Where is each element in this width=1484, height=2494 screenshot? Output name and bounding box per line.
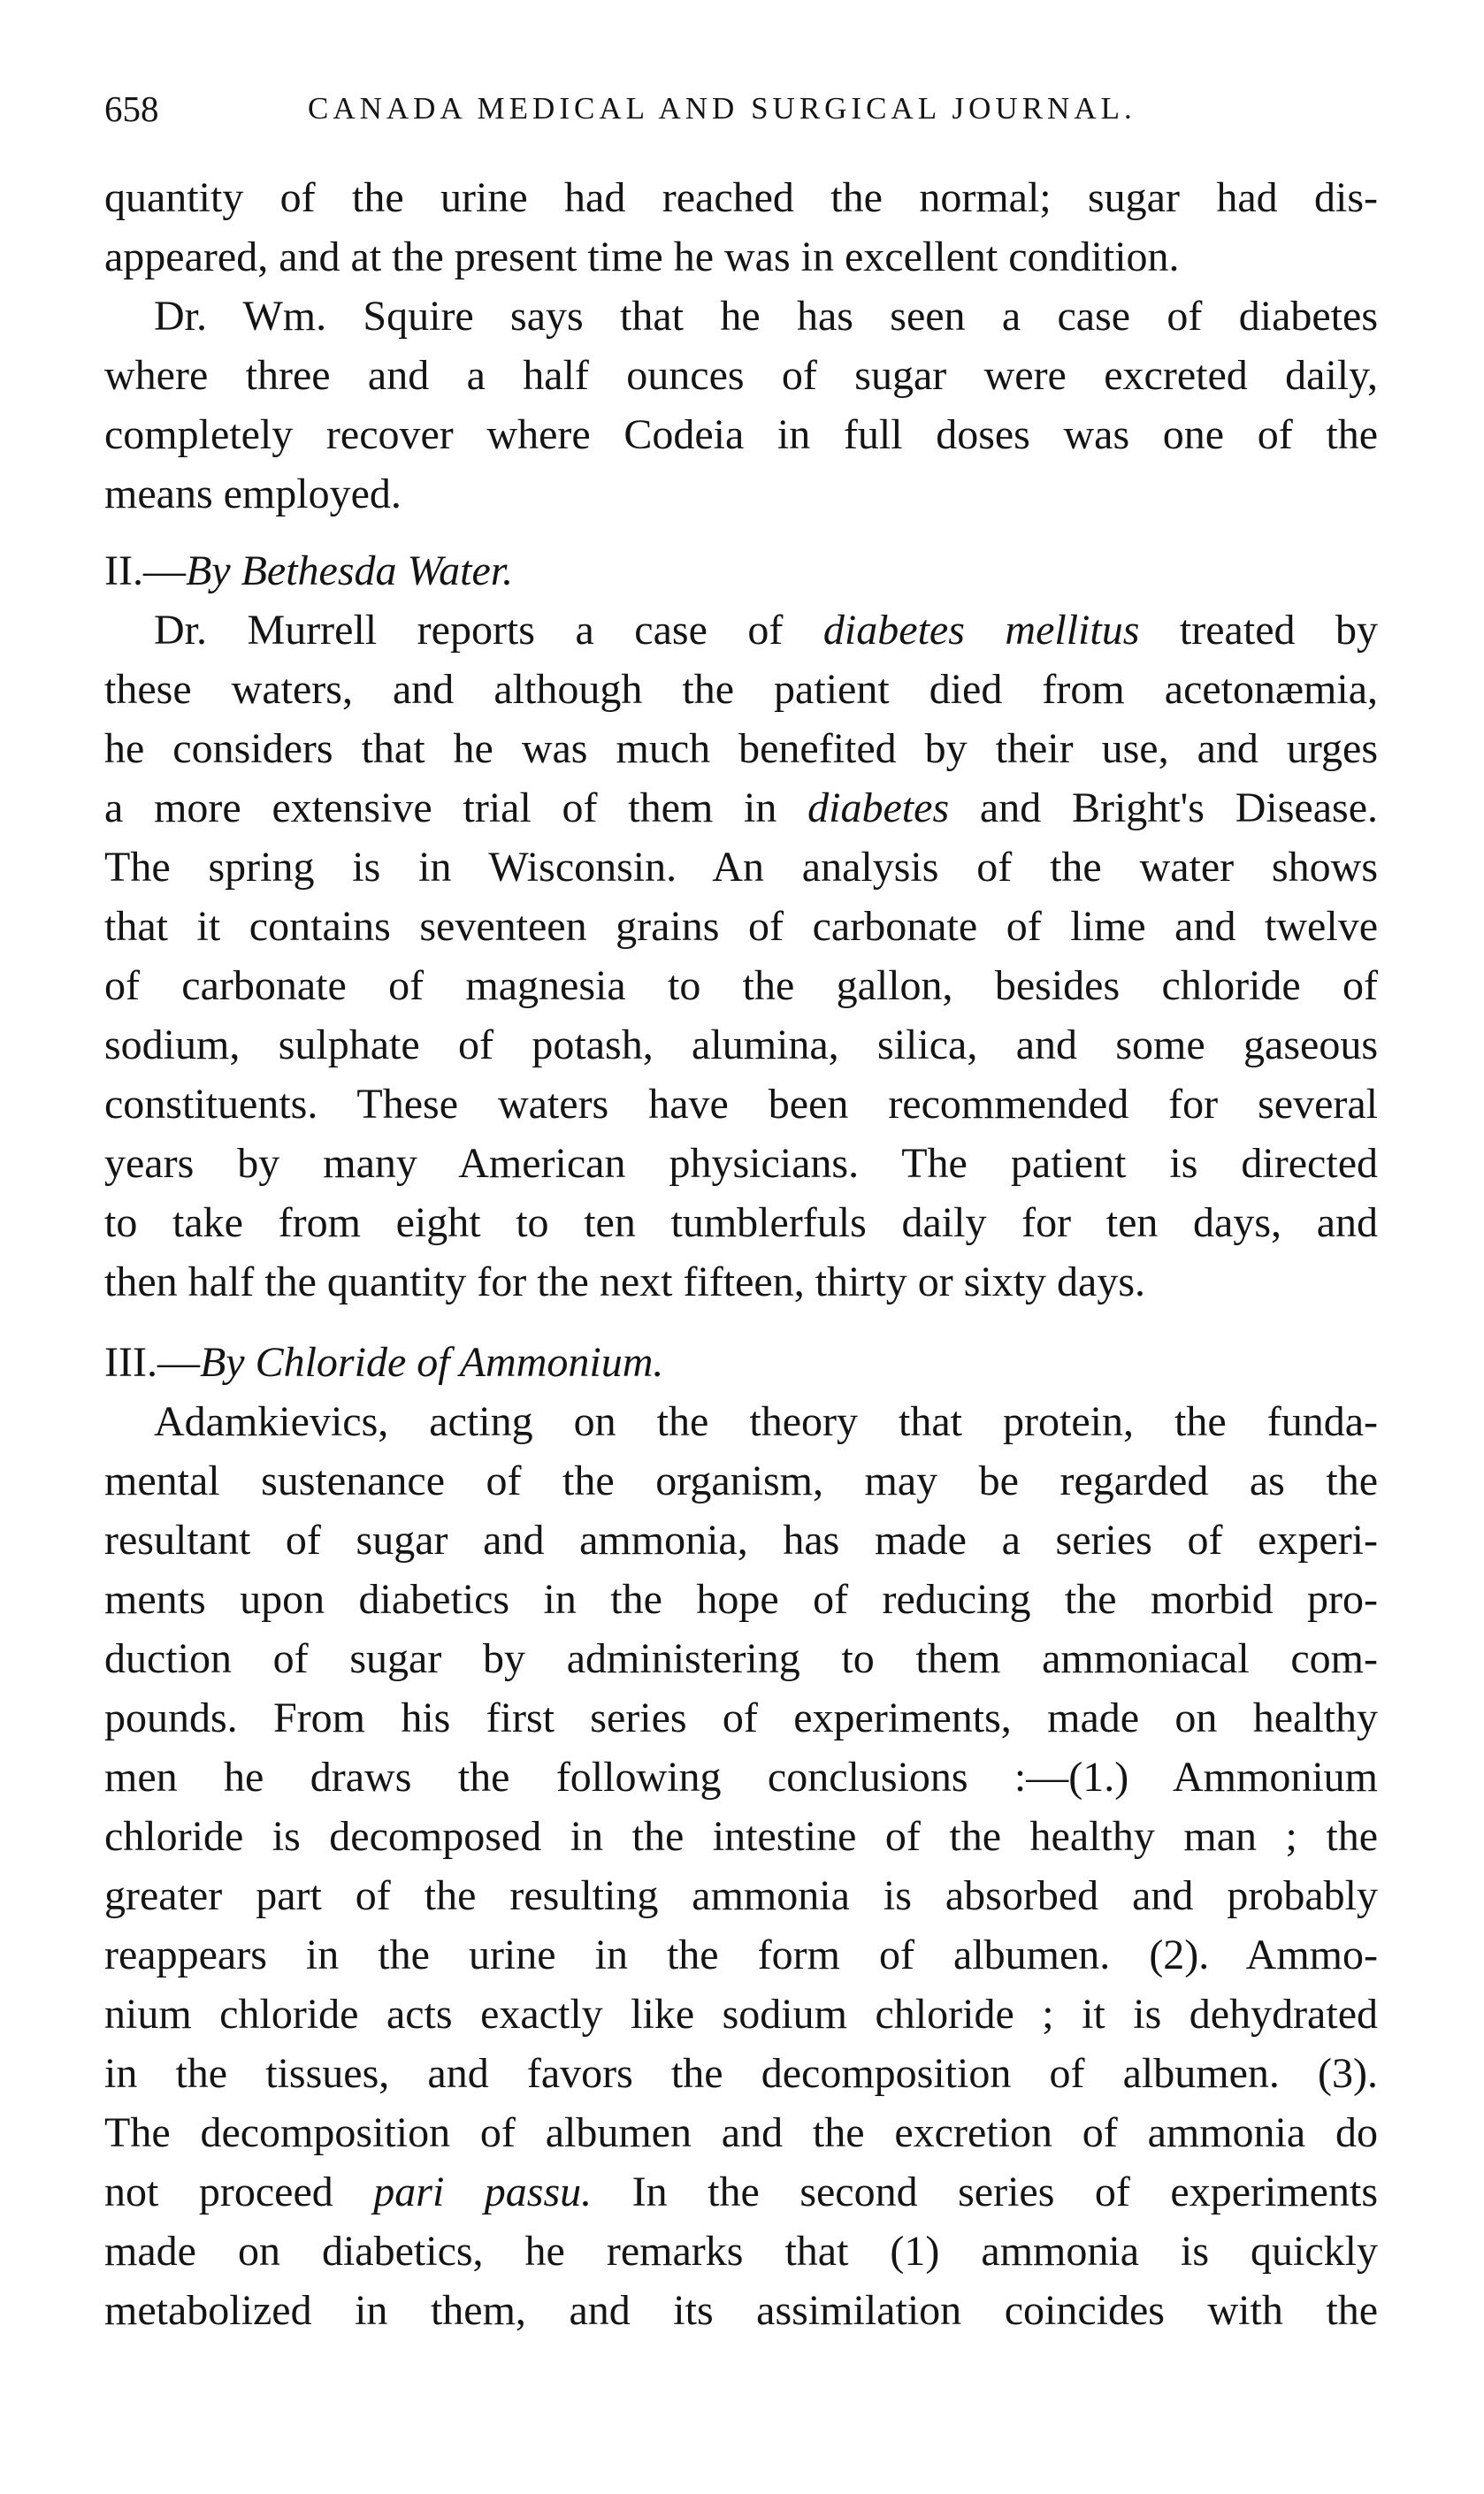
text-line: The decomposition of albumen and the excretion of ammonia do xyxy=(104,2109,1378,2156)
text-line: sodium, sulphate of potash, alumina, silica, and some gaseous xyxy=(104,1021,1378,1068)
text-line: mental sustenance of the organism, may be regarded as the xyxy=(104,1457,1378,1504)
text-line: duction of sugar by administering to them ammoniacal com- xyxy=(104,1635,1378,1682)
text-segment: Dr. Murrell reports a case of xyxy=(154,607,823,654)
section-numeral: III.— xyxy=(104,1339,200,1386)
text-line xyxy=(104,2162,1378,2222)
italic-term: diabetes xyxy=(807,784,950,831)
text-line: greater part of the resulting ammonia is absorbed and probably xyxy=(104,1872,1378,1919)
section-title: By Bethesda Water. xyxy=(185,547,514,594)
section-title: By Chloride of Ammonium. xyxy=(199,1339,664,1386)
text-line xyxy=(104,601,1378,660)
text-segment: In the second series of experiments xyxy=(592,2169,1379,2215)
page-number: 658 xyxy=(104,88,159,129)
body-text xyxy=(104,168,1378,2340)
text-line: metabolized in them, and its assimilation coincides with the xyxy=(104,2287,1378,2334)
text-segment: treated by xyxy=(1139,607,1379,654)
running-title: CANADA MEDICAL AND SURGICAL JOURNAL. xyxy=(308,91,1136,126)
italic-term: diabetes mellitus xyxy=(822,607,1140,654)
text-line: ments upon diabetics in the hope of reducing the morbid pro- xyxy=(104,1576,1378,1623)
text-line xyxy=(104,778,1378,838)
text-line: The spring is in Wisconsin. An analysis of the water shows xyxy=(104,844,1378,891)
text-line: men he draws the following conclusions :—(1.) Ammonium xyxy=(104,1754,1378,1801)
text-line: that it contains seventeen grains of carbonate of lime and twelve xyxy=(104,903,1378,950)
text-segment: and Bright's Disease. xyxy=(949,784,1378,831)
text-line: quantity of the urine had reached the normal; sugar had dis- xyxy=(104,174,1378,221)
text-line: means employed. xyxy=(104,470,402,517)
text-line: completely recover where Codeia in full doses was one of the xyxy=(104,411,1378,458)
text-line: appeared, and at the present time he was in excellent condition. xyxy=(104,233,1180,280)
text-line: constituents. These waters have been recommended for several xyxy=(104,1081,1378,1128)
text-line: of carbonate of magnesia to the gallon, besides chloride of xyxy=(104,962,1378,1009)
text-segment: a more extensive trial of them in xyxy=(104,784,808,831)
text-line: he considers that he was much benefited by their use, and urges xyxy=(104,725,1378,772)
italic-term: pari passu. xyxy=(373,2169,593,2215)
text-line: reappears in the urine in the form of albumen. (2). Ammo- xyxy=(104,1932,1378,1978)
section-numeral: II.— xyxy=(104,547,186,594)
text-line: resultant of sugar and ammonia, has made a series of experi- xyxy=(104,1517,1378,1564)
text-line: these waters, and although the patient died from acetonæmia, xyxy=(104,666,1378,713)
text-line: nium chloride acts exactly like sodium chloride ; it is dehydrated xyxy=(104,1991,1378,2038)
text-line: pounds. From his first series of experiments, made on healthy xyxy=(104,1695,1378,1741)
text-line: Adamkievics, acting on the theory that protein, the funda- xyxy=(154,1398,1378,1445)
text-line: where three and a half ounces of sugar were excreted daily, xyxy=(104,352,1378,399)
section-heading xyxy=(104,541,1378,601)
text-line: Dr. Wm. Squire says that he has seen a case of diabetes xyxy=(154,293,1378,340)
text-line: in the tissues, and favors the decomposition of albumen. (3). xyxy=(104,2050,1378,2097)
text-line: chloride is decomposed in the intestine of the healthy man ; the xyxy=(104,1813,1378,1860)
text-line: then half the quantity for the next fifteen, thirty or sixty days. xyxy=(104,1258,1146,1305)
page-header xyxy=(104,78,1378,140)
text-line: years by many American physicians. The patient is directed xyxy=(104,1140,1378,1187)
section-heading xyxy=(104,1333,1378,1392)
text-line: made on diabetics, he remarks that (1) ammonia is quickly xyxy=(104,2228,1378,2275)
text-line: to take from eight to ten tumblerfuls daily for ten days, and xyxy=(104,1199,1378,1246)
text-segment: not proceed xyxy=(104,2169,374,2215)
